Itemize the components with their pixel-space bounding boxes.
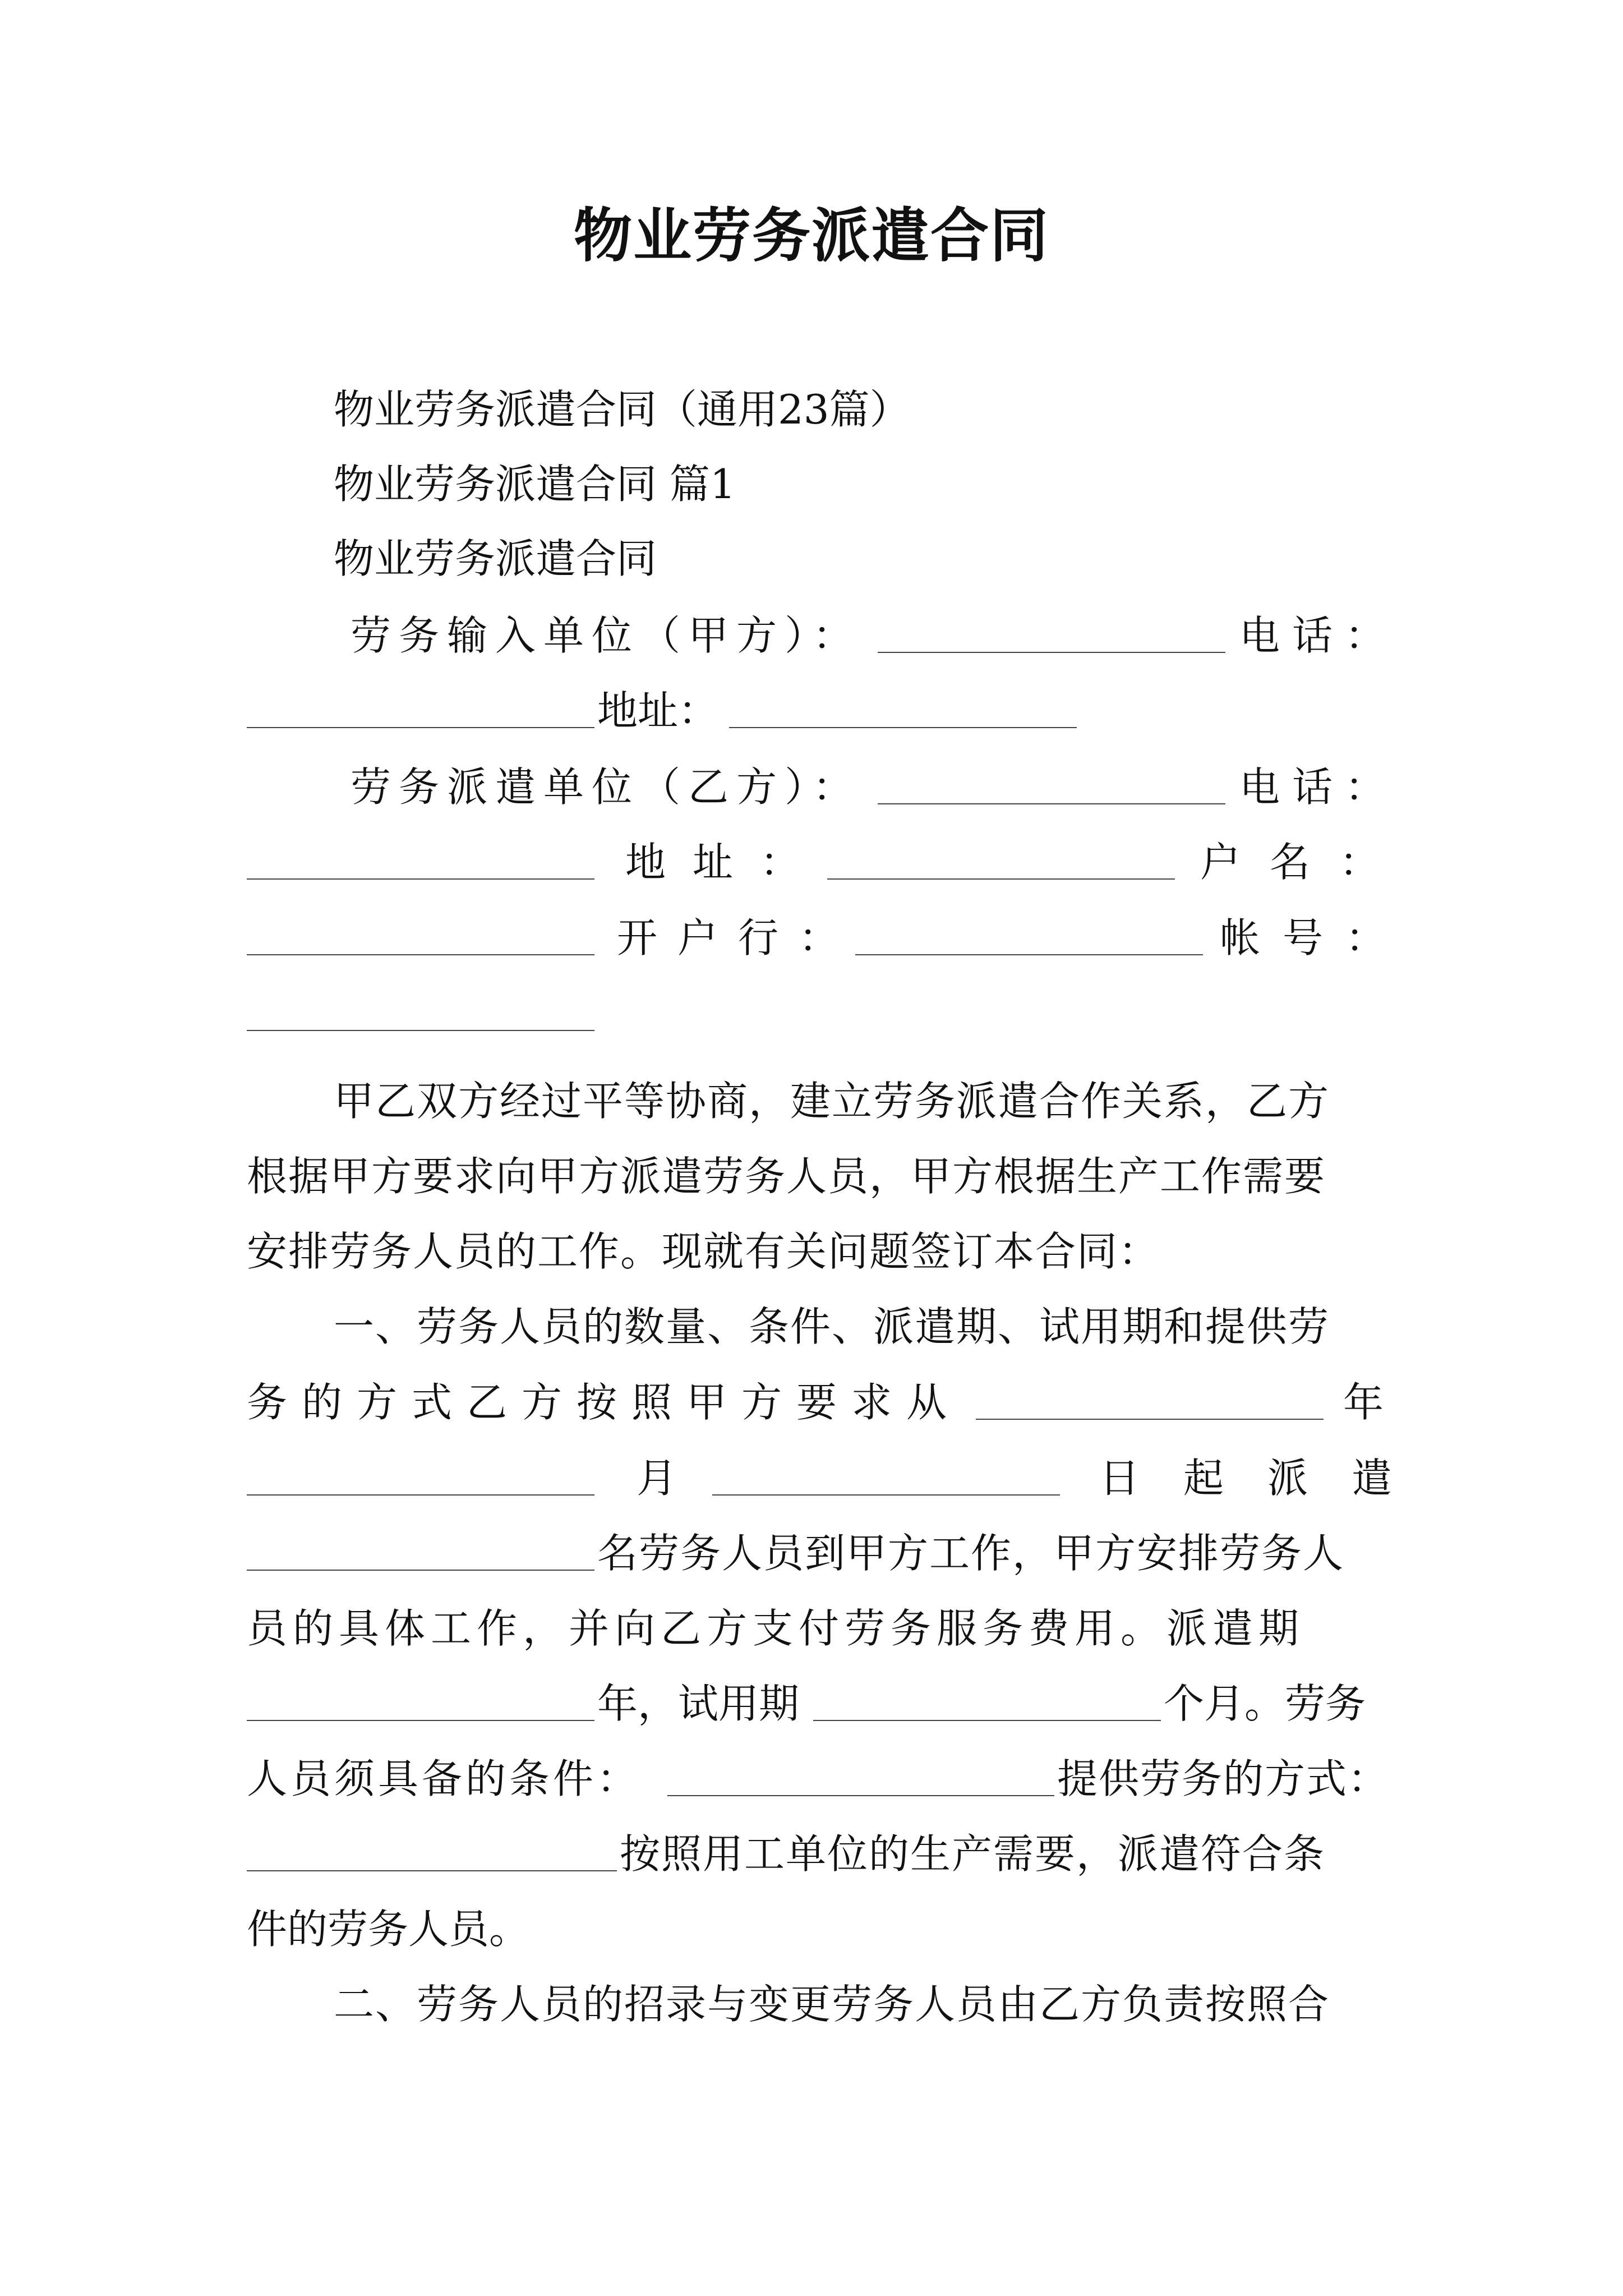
intro-line-3: 安排劳务人员的工作。现就有关问题签订本合同： bbox=[247, 1228, 1160, 1275]
section1-line4-text: 名劳务人员到甲方工作，甲方安排劳务人 bbox=[597, 1530, 1345, 1577]
party-b-address-row bbox=[247, 837, 1409, 887]
party-b-phone-blank bbox=[247, 878, 594, 880]
party-a-phone-label: 电话： bbox=[1239, 612, 1398, 659]
party-b-bank-label: 开户行： bbox=[617, 914, 860, 961]
party-b-account-no-row bbox=[247, 988, 1385, 1039]
section1-line7-method: 提供劳务的方式： bbox=[1057, 1755, 1390, 1802]
section1-line-2 bbox=[247, 1377, 1385, 1428]
start-year-blank bbox=[976, 1419, 1324, 1420]
party-a-phone-blank bbox=[247, 727, 594, 728]
party-a-name-blank bbox=[878, 652, 1225, 653]
intro-line-2: 根据甲方要求向甲方派遣劳务人员，甲方根据生产工作需要 bbox=[247, 1153, 1326, 1200]
party-b-address-blank bbox=[827, 878, 1175, 880]
party-b-account-no-label: 帐号： bbox=[1220, 914, 1409, 961]
day-dispatch-label: 日起派遣 bbox=[1099, 1455, 1436, 1502]
party-a-address-blank bbox=[729, 727, 1077, 728]
worker-count-blank bbox=[247, 1570, 594, 1571]
section1-line-9: 件的劳务人员。 bbox=[247, 1906, 530, 1953]
party-b-phone-label: 电话： bbox=[1239, 763, 1398, 811]
conditions-blank bbox=[667, 1795, 1054, 1796]
party-b-name-blank bbox=[878, 803, 1225, 804]
section2-line-1: 二、劳务人员的招录与变更劳务人员由乙方负责按照合 bbox=[334, 1981, 1330, 2028]
section1-line-6 bbox=[247, 1678, 1385, 1729]
section1-line-7 bbox=[247, 1754, 1390, 1804]
method-blank bbox=[247, 1870, 617, 1871]
section1-line-4 bbox=[247, 1528, 1385, 1579]
party-a-address-label: 地址： bbox=[597, 687, 719, 734]
intro-line-1: 甲乙双方经过平等协商，建立劳务派遣合作关系，乙方 bbox=[334, 1078, 1330, 1125]
section1-line-3 bbox=[247, 1453, 1436, 1503]
section1-line8-text: 按照用工单位的生产需要，派遣符合条 bbox=[620, 1830, 1326, 1878]
year-label: 年 bbox=[1343, 1379, 1384, 1426]
party-b-account-name-blank bbox=[247, 954, 594, 955]
document-title: 物业劳务派遣合同 bbox=[573, 201, 1049, 270]
subtitle-article: 物业劳务派遣合同 篇1 bbox=[334, 461, 736, 508]
section1-line6-year: 年，试用期 bbox=[597, 1680, 800, 1727]
section1-line6-month: 个月。劳务 bbox=[1164, 1680, 1366, 1727]
dispatch-period-blank bbox=[247, 1720, 594, 1721]
party-b-address-label: 地址： bbox=[625, 839, 828, 886]
start-day-blank bbox=[712, 1494, 1060, 1496]
party-b-bank-row bbox=[247, 913, 1409, 963]
subtitle-collection: 物业劳务派遣合同（通用23篇） bbox=[334, 386, 910, 433]
party-b-row bbox=[247, 762, 1398, 812]
subtitle-name: 物业劳务派遣合同 bbox=[334, 535, 657, 582]
party-b-label: 劳务派遣单位（乙方）： bbox=[351, 763, 861, 811]
section1-line2-text: 务的方式乙方按照甲方要求从 bbox=[247, 1379, 962, 1426]
start-month-blank bbox=[247, 1494, 594, 1496]
section1-line-8 bbox=[247, 1829, 1385, 1879]
month-label: 月 bbox=[637, 1455, 677, 1502]
party-a-row bbox=[247, 610, 1398, 661]
party-b-account-no-blank bbox=[247, 1030, 594, 1031]
section1-line7-conditions: 人员须具备的条件： bbox=[247, 1755, 641, 1802]
party-a-address-row bbox=[247, 685, 1385, 736]
party-a-label: 劳务输入单位（甲方）： bbox=[351, 612, 861, 659]
party-b-account-name-label: 户名： bbox=[1200, 839, 1409, 886]
section1-line-5: 员的具体工作，并向乙方支付劳务服务费用。派遣期 bbox=[247, 1605, 1305, 1652]
section1-line-1: 一、劳务人员的数量、条件、派遣期、试用期和提供劳 bbox=[334, 1303, 1330, 1350]
party-b-bank-blank bbox=[855, 954, 1203, 955]
trial-period-blank bbox=[813, 1720, 1161, 1721]
